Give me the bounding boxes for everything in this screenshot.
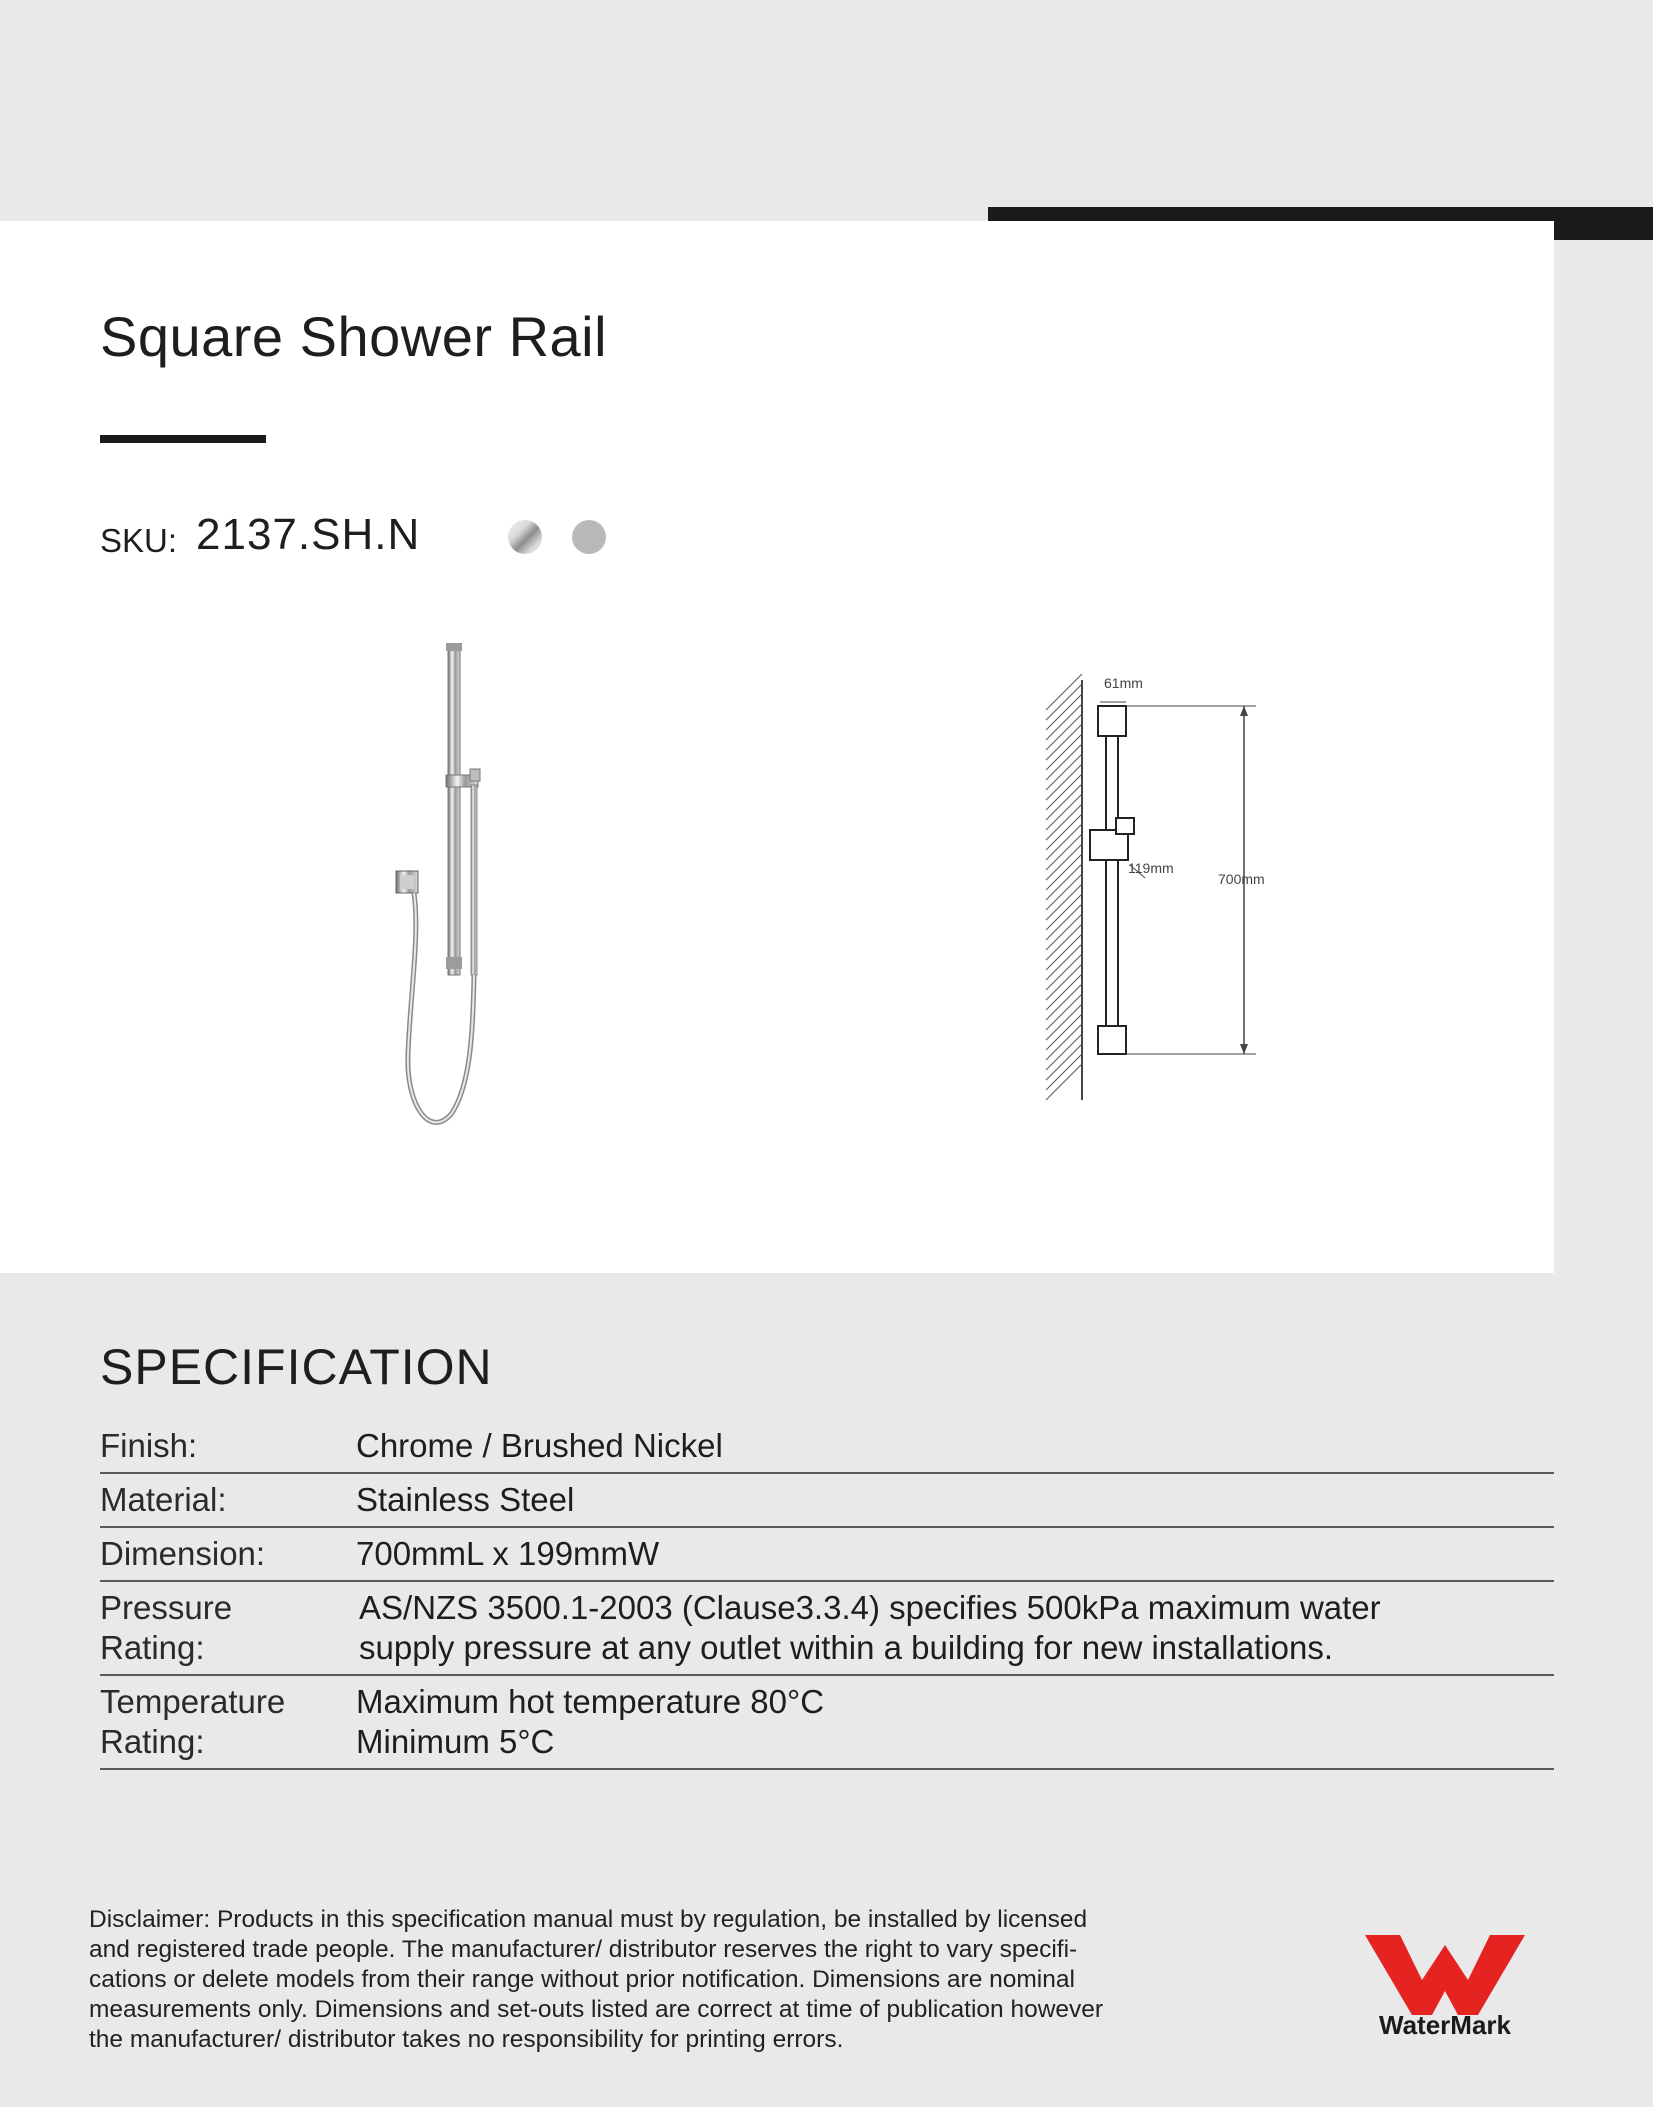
dimension-drawing: [1030, 660, 1340, 1120]
spec-label: Dimension:: [100, 1535, 266, 1572]
spec-row-pressure-rating: [100, 1582, 1554, 1676]
dim-height-label: 700mm: [1218, 871, 1265, 887]
spec-value: Chrome / Brushed Nickel: [356, 1427, 723, 1464]
spec-value: AS/NZS 3500.1-2003 (Clause3.3.4) specifies 500kPa maximum water supply pressure at any outlet within a building for new installations.: [359, 1589, 1381, 1666]
sku-label: SKU:: [100, 522, 178, 559]
spec-label: Finish:: [100, 1427, 198, 1464]
spec-row-material: [100, 1474, 1554, 1528]
spec-row-finish: [100, 1420, 1554, 1474]
spec-label: Material:: [100, 1481, 227, 1518]
spec-value: 700mmL x 199mmW: [356, 1535, 660, 1572]
top-band: [0, 0, 1653, 221]
dim-holder-label: 119mm: [1128, 860, 1174, 876]
shower-rail-product-image: [370, 635, 550, 1145]
spec-label: Temperature Rating:: [100, 1683, 286, 1760]
brushed-nickel-finish-swatch: [572, 520, 606, 554]
dim-top-label: 61mm: [1104, 675, 1143, 691]
specification-table: [100, 1420, 1554, 1770]
spec-value: Stainless Steel: [356, 1481, 575, 1518]
spec-row-dimension: [100, 1528, 1554, 1582]
spec-label: Pressure Rating:: [100, 1589, 233, 1666]
spec-value: Maximum hot temperature 80°C Minimum 5°C: [356, 1683, 825, 1760]
product-title: Square Shower Rail: [100, 305, 608, 368]
sku-value: 2137.SH.N: [196, 510, 421, 559]
specification-heading: SPECIFICATION: [100, 1339, 493, 1395]
title-underline: [100, 435, 266, 443]
chrome-finish-swatch: [508, 520, 542, 554]
watermark-logo-text: WaterMark: [1379, 2010, 1511, 2040]
spec-row-temperature-rating: [100, 1676, 1554, 1770]
disclaimer: Disclaimer: Products in this specification manual must by regulation, be installed by licensed and registered trade people. The manufacturer/ distributor reserves the right to vary specifi- cations or delete models from their range without prior notification. Dimensions are nominal measurements only. Dimensions and set-outs listed are correct at time of publication however the manufacturer/ distributor takes no responsibility for printing errors.: [89, 1906, 1104, 2053]
